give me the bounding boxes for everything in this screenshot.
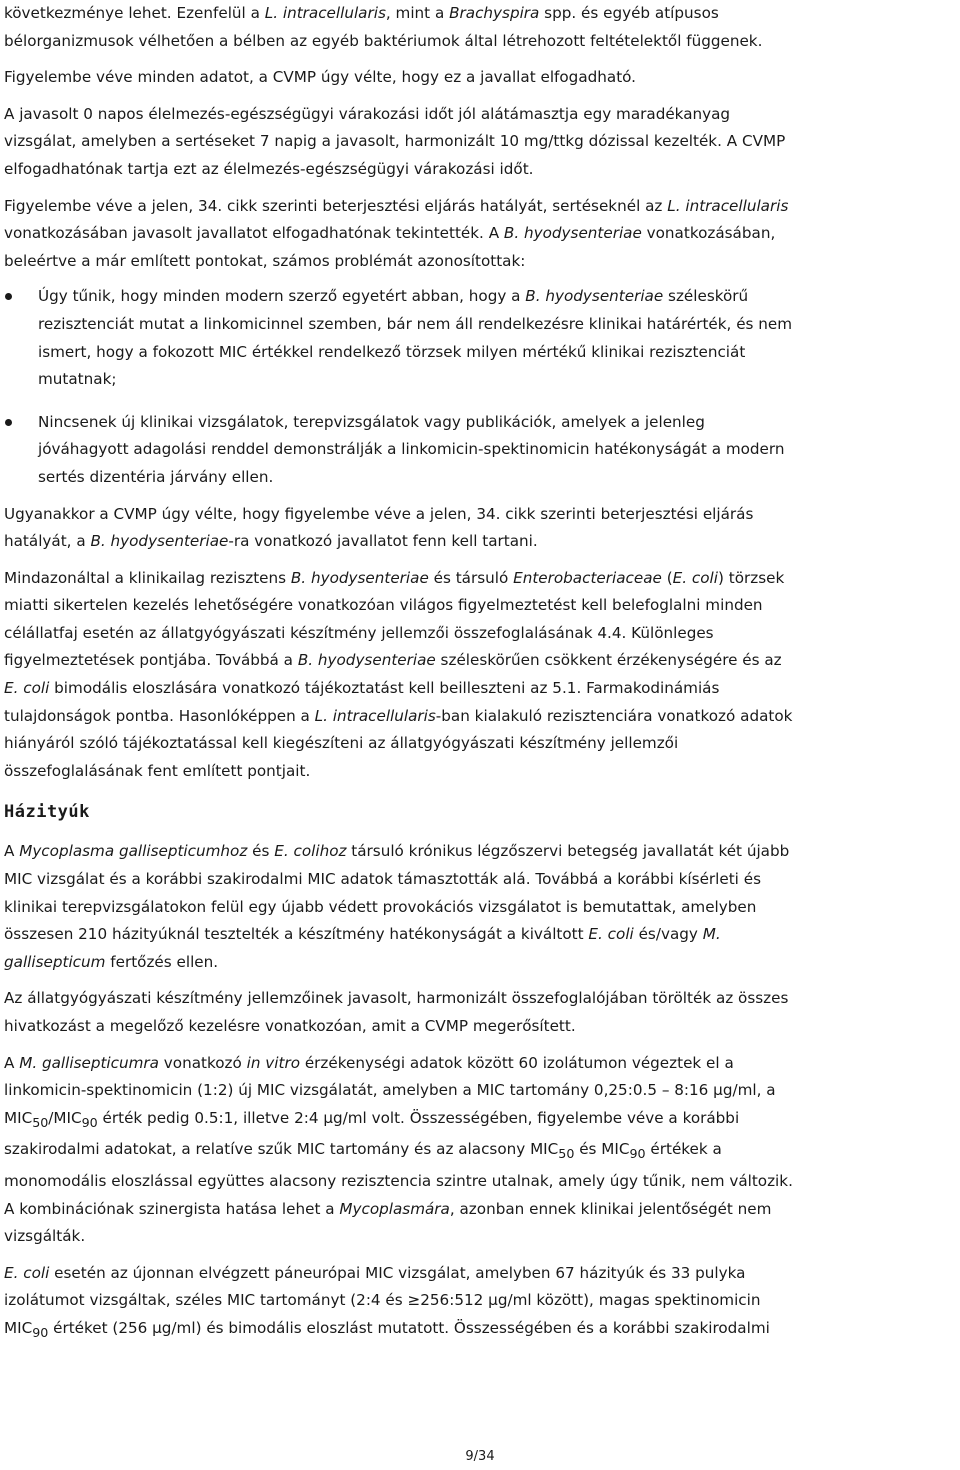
text-line: [4, 1136, 954, 1168]
text-line: vizsgálták.: [4, 1227, 86, 1246]
text-line: [4, 1260, 954, 1288]
text-run: és: [247, 842, 275, 861]
text-run: értéket (256 µg/ml) és bimodális eloszlást mutatott. Összességében és a korábbi szakirodalmi: [48, 1319, 770, 1337]
text-run: szakirodalmi adatokat, a relatíve szűk MIC tartomány és az alacsony MIC: [4, 1140, 559, 1159]
text-line: jóváhagyott adagolási renddel demonstrálják a linkomicin-spektinomicin hatékonyságát a modern: [38, 440, 785, 459]
text-run: vonatkozásában javasolt javallatot elfogadhatónak tekintették. A: [4, 224, 504, 243]
text-run: MIC: [4, 1108, 33, 1127]
text-line: [38, 283, 954, 311]
text-run: esetén az újonnan elvégzett páneurópai MIC vizsgálat, amelyben 67 házityúk és 33 pulyka: [49, 1263, 746, 1282]
italic-term: L. intracellularis: [264, 4, 386, 22]
text-run: érzékenységi adatok között 60 izolátumon végeztek el a: [300, 1053, 734, 1072]
text-run: MIC: [4, 1319, 33, 1337]
text-line: [4, 1196, 954, 1224]
text-line: összefoglalásának fent említett pontjait.: [4, 761, 311, 780]
italic-term: L. intracellularis: [314, 706, 436, 725]
italic-term: E. coli: [4, 1263, 50, 1282]
text-line: [4, 647, 954, 675]
text-line: [4, 1315, 954, 1347]
text-line: [4, 0, 954, 28]
text-line: [4, 1105, 954, 1137]
text-line: klinikai terepvizsgálatokon felül egy újabb védett provokációs vizsgálatot is bemutattak, amelyben: [4, 897, 757, 916]
text-run: és/vagy: [633, 925, 703, 944]
text-run: figyelmeztetések pontjába. Továbbá a: [4, 651, 298, 670]
text-run: összesen 210 házityúknál tesztelték a készítmény hatékonyságát a kiváltott: [4, 925, 589, 944]
text-line: Ugyanakkor a CVMP úgy vélte, hogy figyelembe véve a jelen, 34. cikk szerinti beterjesztési eljárás: [4, 504, 754, 523]
italic-term: Mycoplasma gallisepticumhoz: [19, 842, 248, 861]
text-line: MIC vizsgálat és a korábbi szakirodalmi MIC adatok támasztották alá. Továbbá a korábbi kísérleti és: [4, 870, 761, 889]
list-item: [4, 409, 954, 492]
text-run: , azonban ennek klinikai jelentőségét nem: [449, 1199, 772, 1218]
text-run: -ban kialakuló rezisztenciára vonatkozó adatok: [435, 706, 793, 725]
text-run: és társuló: [428, 568, 514, 587]
italic-term: B. hyodysenteriae: [90, 532, 229, 551]
text-run: és MIC: [574, 1140, 630, 1159]
text-line: célállatfaj esetén az állatgyógyászati készítmény jellemzői összefoglalásának 4.4. Különleges: [4, 623, 714, 642]
italic-term: E. coli: [4, 679, 50, 698]
text-run: , mint a: [385, 4, 450, 22]
text-run: A: [4, 842, 20, 861]
text-line: [4, 220, 954, 248]
subscript: 90: [629, 1146, 646, 1162]
problem-list: [4, 283, 954, 491]
text-run: spp. és egyéb atípusos: [539, 4, 719, 22]
text-line: vizsgálat, amelyben a sertéseket 7 napig a javasolt, harmonizált 10 mg/ttkg dózissal kezelték. A CVMP: [4, 132, 786, 151]
page-number: 9/34: [465, 1449, 495, 1464]
text-run: érték pedig 0.5:1, illetve 2:4 µg/ml volt. Összességében, figyelembe véve a korábbi: [97, 1108, 740, 1127]
text-run: (: [661, 568, 673, 587]
paragraph-mic-ecoli: [4, 1260, 954, 1347]
text-run: széleskörűen csökkent érzékenységére és az: [435, 651, 782, 670]
italic-term: in vitro: [246, 1053, 300, 1072]
text-run: bimodális eloszlására vonatkozó tájékoztatást kell beilleszteni az 5.1. Farmakodinámiás: [49, 679, 720, 698]
text-line: hivatkozást a megelőző kezelésre vonatkozóan, amit a CVMP megerősített.: [4, 1017, 576, 1035]
text-line: linkomicin-spektinomicin (1:2) új MIC vizsgálatát, amelyben a MIC tartomány 0,25:0.5 – 8:16 µg/ml, a: [4, 1081, 776, 1100]
text-run: A kombinációnak szinergista hatása lehet a: [4, 1199, 340, 1218]
document-page: [4, 0, 954, 1347]
paragraph-warnings: [4, 565, 954, 786]
italic-term: Enterobacteriaceae: [513, 568, 662, 587]
text-line: Az állatgyógyászati készítmény jellemzőinek javasolt, harmonizált összefoglalójában törölték az összes: [4, 989, 789, 1008]
text-run: Figyelembe véve a jelen, 34. cikk szerinti beterjesztési eljárás hatályát, sertéseknél az: [4, 196, 668, 215]
text-run: tulajdonságok pontba. Hasonlóképpen a: [4, 706, 315, 725]
text-line: rezisztenciát mutat a linkomicinnel szemben, bár nem áll rendelkezésre klinikai határérték, és nem: [38, 314, 793, 333]
text-line: [4, 193, 954, 221]
italic-term: E. coli: [588, 925, 634, 944]
italic-term: B. hyodysenteriae: [503, 224, 642, 243]
paragraph-poultry-indication: [4, 838, 954, 976]
text-line: sertés dizentéria járvány ellen.: [38, 467, 274, 486]
text-line: hiányáról szóló tájékoztatással kell kiegészíteni az állatgyógyászati készítmény jellemzői: [4, 734, 679, 753]
text-line: elfogadhatónak tartja ezt az élelmezés-egészségügyi várakozási időt.: [4, 159, 534, 178]
italic-term: M.: [702, 925, 721, 944]
text-line: [4, 838, 954, 866]
italic-term: B. hyodysenteriae: [525, 287, 664, 306]
text-line: A javasolt 0 napos élelmezés-egészségügyi várakozási időt jól alátámasztja egy maradékanyag: [4, 104, 731, 123]
text-run: széleskörű: [663, 287, 749, 306]
subscript: 90: [32, 1325, 49, 1341]
list-item: [4, 283, 954, 393]
text-run: társuló krónikus légzőszervi betegség javallatát két újabb: [346, 842, 790, 861]
text-run: vonatkozó: [158, 1053, 247, 1072]
text-run: vonatkozásában,: [641, 224, 776, 243]
paragraph-preventive-removed: [4, 985, 954, 1040]
text-run: A: [4, 1053, 20, 1072]
text-line: miatti sikertelen kezelés lehetőségére vonatkozóan világos figyelmeztetést kell belefoglalni minden: [4, 596, 763, 615]
text-run: -ra vonatkozó javallatot fenn kell tartani.: [228, 532, 538, 551]
list-item-text: [38, 283, 954, 393]
section-heading: Házityúk: [4, 802, 90, 823]
text-line: [4, 703, 954, 731]
text-run: /MIC: [48, 1108, 82, 1127]
italic-term: B. hyodysenteriae: [297, 651, 436, 670]
bullet-icon: [5, 293, 12, 300]
subscript: 50: [32, 1114, 49, 1130]
italic-term: E. coli: [672, 568, 718, 587]
paragraph-referral-scope: [4, 193, 954, 276]
italic-term: Brachyspira: [449, 4, 540, 22]
text-run: fertőzés ellen.: [105, 952, 219, 971]
paragraph-maintain-indication: [4, 501, 954, 556]
italic-term: E. colihoz: [274, 842, 347, 861]
text-line: beleértve a már említett pontokat, számos problémát azonosítottak:: [4, 251, 526, 270]
list-item-text: [38, 409, 954, 492]
paragraph-intro-continuation: [4, 0, 954, 55]
text-line: ismert, hogy a fokozott MIC értékkel rendelkező törzsek milyen mértékű klinikai rezisztenciát: [38, 342, 746, 361]
text-line: [4, 949, 954, 977]
text-run: ) törzsek: [717, 568, 785, 587]
paragraph-mic-mycoplasma: [4, 1050, 954, 1251]
text-line: bélorganizmusok vélhetően a bélben az egyéb baktériumok által létrehozott feltételektől függenek.: [4, 31, 763, 50]
subscript: 50: [558, 1146, 575, 1162]
bullet-icon: [5, 419, 12, 426]
subscript: 90: [81, 1114, 98, 1130]
text-line: [4, 565, 954, 593]
text-line: Figyelembe véve minden adatot, a CVMP úgy vélte, hogy ez a javallat elfogadható.: [4, 68, 637, 87]
italic-term: gallisepticum: [4, 952, 106, 971]
text-line: [4, 1050, 954, 1078]
text-line: Nincsenek új klinikai vizsgálatok, terepvizsgálatok vagy publikációk, amelyek a jelenleg: [38, 412, 705, 431]
italic-term: M. gallisepticumra: [19, 1053, 159, 1072]
text-line: izolátumot vizsgáltak, széles MIC tartományt (2:4 és ≥256:512 µg/ml között), magas spektinomicin: [4, 1291, 761, 1310]
text-line: [4, 921, 954, 949]
text-line: [4, 528, 954, 556]
paragraph-cvmp-acceptance: [4, 64, 954, 92]
text-line: mutatnak;: [38, 370, 117, 389]
text-line: monomodális eloszlással együttes alacsony rezisztencia szintre utalnak, amely úgy tűnik, nem változik.: [4, 1172, 793, 1191]
text-run: értékek a: [645, 1140, 722, 1159]
text-run: Úgy tűnik, hogy minden modern szerző egyetért abban, hogy a: [38, 287, 526, 306]
text-run: következménye lehet. Ezenfelül a: [4, 4, 265, 22]
text-run: Mindazonáltal a klinikailag rezisztens: [4, 568, 291, 587]
text-run: hatályát, a: [4, 532, 91, 551]
italic-term: Mycoplasmára: [339, 1199, 450, 1218]
text-line: [4, 675, 954, 703]
paragraph-withdrawal-period: [4, 101, 954, 184]
italic-term: B. hyodysenteriae: [290, 568, 429, 587]
italic-term: L. intracellularis: [667, 196, 789, 215]
